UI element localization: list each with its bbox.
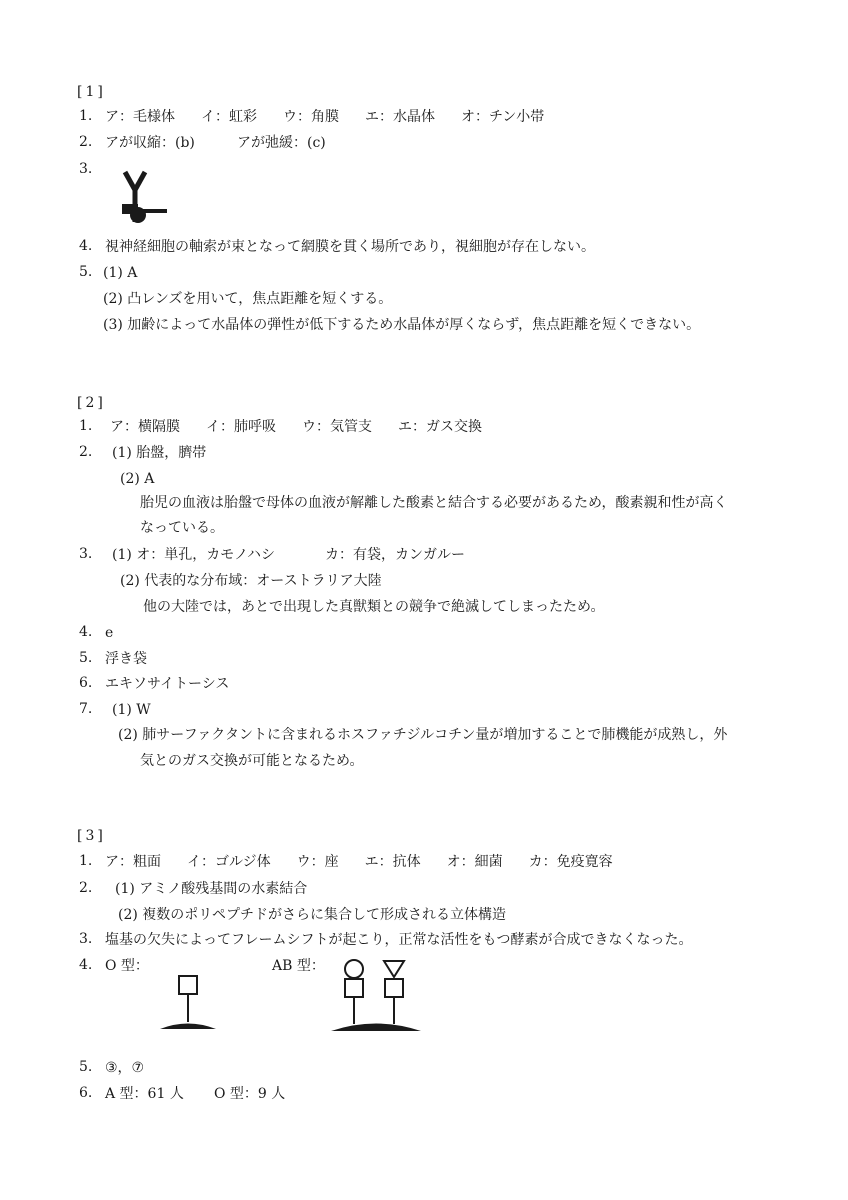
q1-5-part1: (1) A <box>103 265 138 281</box>
term-u: ウ：気管支 <box>302 419 372 435</box>
q3-1-answer <box>105 853 613 871</box>
q2-6-number: 6. <box>79 675 93 691</box>
term-o: オ：チン小帯 <box>461 109 545 125</box>
q2-3-part2: (2) 代表的な分布域：オーストラリア大陸 <box>120 573 382 589</box>
q2-3-explain: 他の大陸では，あとで出現した真獣類との競争で絶滅してしまったため。 <box>143 599 605 615</box>
term-u: ウ：座 <box>296 854 339 870</box>
term-u: ウ：角膜 <box>283 109 339 125</box>
q2-3-part1-ka: カ：有袋，カンガルー <box>325 547 465 563</box>
term-ka: カ：免疫寛容 <box>528 854 613 870</box>
q2-4-answer: e <box>105 625 114 641</box>
q2-5-answer: 浮き袋 <box>105 651 147 667</box>
q3-4-ab-label: AB 型： <box>272 958 325 974</box>
term-i: イ：ゴルジ体 <box>187 854 271 870</box>
term-e: エ：抗体 <box>364 854 421 870</box>
q1-2-relax: アが弛緩：(c) <box>237 135 326 151</box>
q1-4-answer: 視神経細胞の軸索が束となって網膜を貫く場所であり，視細胞が存在しない。 <box>105 239 595 255</box>
q3-4-o-label: O 型： <box>105 958 149 974</box>
cell-figure-icon <box>115 168 175 230</box>
q1-2-contract: アが収縮：(b) <box>105 135 195 151</box>
q2-6-answer: エキソサイトーシス <box>105 676 230 692</box>
q1-5-part3: (3) 加齢によって水晶体の弾性が低下するため水晶体が厚くならず，焦点距離を短くできない。 <box>103 317 701 333</box>
q3-2-part2: (2) 複数のポリペプチドがさらに集合して形成される立体構造 <box>118 907 506 923</box>
term-o: オ：細菌 <box>446 854 503 870</box>
q2-2-part1: (1) 胎盤，臍帯 <box>112 445 207 461</box>
q1-1-number: 1. <box>79 108 93 124</box>
term-a: ア：横隔膜 <box>110 419 180 435</box>
term-a: ア：毛様体 <box>105 109 175 125</box>
q3-2-number: 2. <box>79 880 93 896</box>
q2-4-number: 4. <box>79 624 93 640</box>
q2-7-part2: (2) 肺サーファクタントに含まれるホスファチジルコチン量が増加することで肺機能が成熟し，外 <box>118 727 728 743</box>
q3-3-answer: 塩基の欠失によってフレームシフトが起こり，正常な活性をもつ酵素が合成できなくなった。 <box>105 932 693 948</box>
q3-6-number: 6. <box>79 1085 93 1101</box>
q2-2-number: 2. <box>79 444 93 460</box>
q1-5-number: 5. <box>79 264 93 280</box>
ab-type-antigen-figure <box>330 958 426 1034</box>
q3-6-o-count: O 型：9 人 <box>214 1086 286 1102</box>
section-3-title: [3] <box>77 828 106 844</box>
q2-3-number: 3. <box>79 546 93 562</box>
q2-5-number: 5. <box>79 650 93 666</box>
term-i: イ：肺呼吸 <box>206 419 276 435</box>
o-type-antigen-figure <box>158 970 220 1032</box>
section-2-title: [2] <box>77 395 106 411</box>
q3-2-part1: (1) アミノ酸残基間の水素結合 <box>115 881 308 897</box>
q2-7-part1: (1) W <box>112 702 151 718</box>
q3-5-number: 5. <box>79 1059 93 1075</box>
q2-1-number: 1. <box>79 418 93 434</box>
term-e: エ：ガス交換 <box>398 419 482 435</box>
q2-2-explain-line2: なっている。 <box>140 520 224 536</box>
q2-2-explain-line1: 胎児の血液は胎盤で母体の血液が解離した酸素と結合する必要があるため，酸素親和性が高く <box>140 495 728 511</box>
q1-4-number: 4. <box>79 238 93 254</box>
term-e: エ：水晶体 <box>365 109 435 125</box>
term-i: イ：虹彩 <box>201 109 257 125</box>
q3-4-number: 4. <box>79 957 93 973</box>
q3-3-number: 3. <box>79 931 93 947</box>
q1-3-number: 3. <box>79 161 93 177</box>
q2-3-part1-o: (1) オ：単孔，カモノハシ <box>112 547 276 563</box>
q2-7-number: 7. <box>79 701 93 717</box>
term-a: ア：粗面 <box>105 854 161 870</box>
q2-1-answer <box>110 418 482 436</box>
q3-6-a-count: A 型：61 人 <box>105 1086 184 1102</box>
q2-7-explain: 気とのガス交換が可能となるため。 <box>140 753 364 769</box>
q1-1-answer <box>105 108 544 126</box>
q1-5-part2: (2) 凸レンズを用いて，焦点距離を短くする。 <box>103 291 393 307</box>
q3-5-answer: ③，⑦ <box>105 1060 145 1076</box>
q1-2-number: 2. <box>79 134 93 150</box>
section-1-title: [1] <box>77 84 106 100</box>
q3-1-number: 1. <box>79 853 93 869</box>
q2-2-part2: (2) A <box>120 471 155 487</box>
